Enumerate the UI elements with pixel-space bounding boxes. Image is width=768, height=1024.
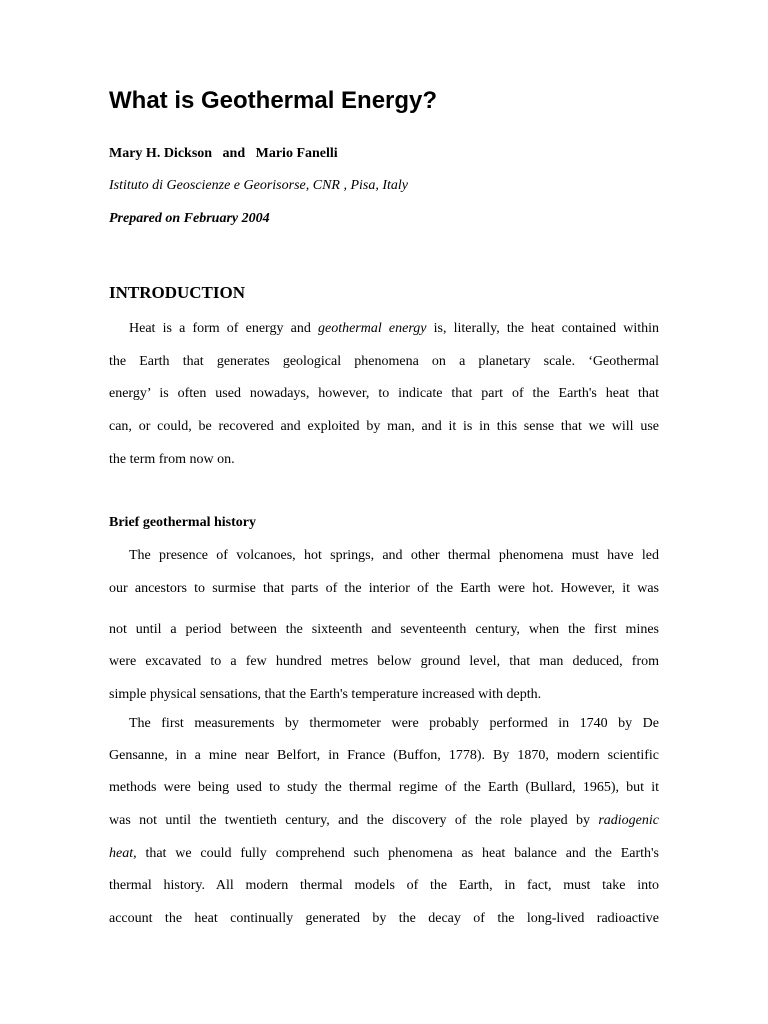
paragraph-line: simple physical sensations, that the Earth's temperature increased with depth. xyxy=(109,687,542,702)
affiliation: Istituto di Geoscienze e Georisorse, CNR , Pisa, Italy xyxy=(109,178,409,193)
paragraph-line: not until a period between the sixteenth and seventeenth century, when the first mines xyxy=(109,622,659,637)
authors: Mary H. Dickson and Mario Fanelli xyxy=(109,146,338,161)
paragraph-line: The first measurements by thermometer were probably performed in 1740 by De xyxy=(129,716,659,731)
paragraph-line: were excavated to a few hundred metres below ground level, that man deduced, from xyxy=(109,654,659,669)
prepared-date: Prepared on February 2004 xyxy=(109,211,270,226)
paragraph-line: the term from now on. xyxy=(109,452,235,467)
paragraph-line: Gensanne, in a mine near Belfort, in France (Buffon, 1778). By 1870, modern scientific xyxy=(109,748,659,763)
paragraph-line: thermal history. All modern thermal models of the Earth, in fact, must take into xyxy=(109,878,659,893)
paragraph-line: our ancestors to surmise that parts of the interior of the Earth were hot. However, it was xyxy=(109,581,659,596)
paragraph-line: account the heat continually generated by the decay of the long-lived radioactive xyxy=(109,911,659,926)
paragraph-line: The presence of volcanoes, hot springs, and other thermal phenomena must have led xyxy=(129,548,659,563)
section-heading-introduction: INTRODUCTION xyxy=(109,283,246,302)
paragraph-line: the Earth that generates geological phenomena on a planetary scale. ‘Geothermal xyxy=(109,354,659,369)
paragraph-line: Heat is a form of energy and geothermal energy is, literally, the heat contained within xyxy=(129,321,659,336)
paragraph-line: methods were being used to study the thermal regime of the Earth (Bullard, 1965), but it xyxy=(109,780,659,795)
paragraph-line: heat, that we could fully comprehend such phenomena as heat balance and the Earth's xyxy=(109,846,659,861)
paragraph-line: energy’ is often used nowadays, however, to indicate that part of the Earth's heat that xyxy=(109,386,659,401)
paragraph-line: was not until the twentieth century, and the discovery of the role played by radiogenic xyxy=(109,813,659,828)
paragraph-line: can, or could, be recovered and exploited by man, and it is in this sense that we will use xyxy=(109,419,659,434)
document-title: What is Geothermal Energy? xyxy=(109,87,438,114)
section-heading-brief-history: Brief geothermal history xyxy=(109,515,256,530)
